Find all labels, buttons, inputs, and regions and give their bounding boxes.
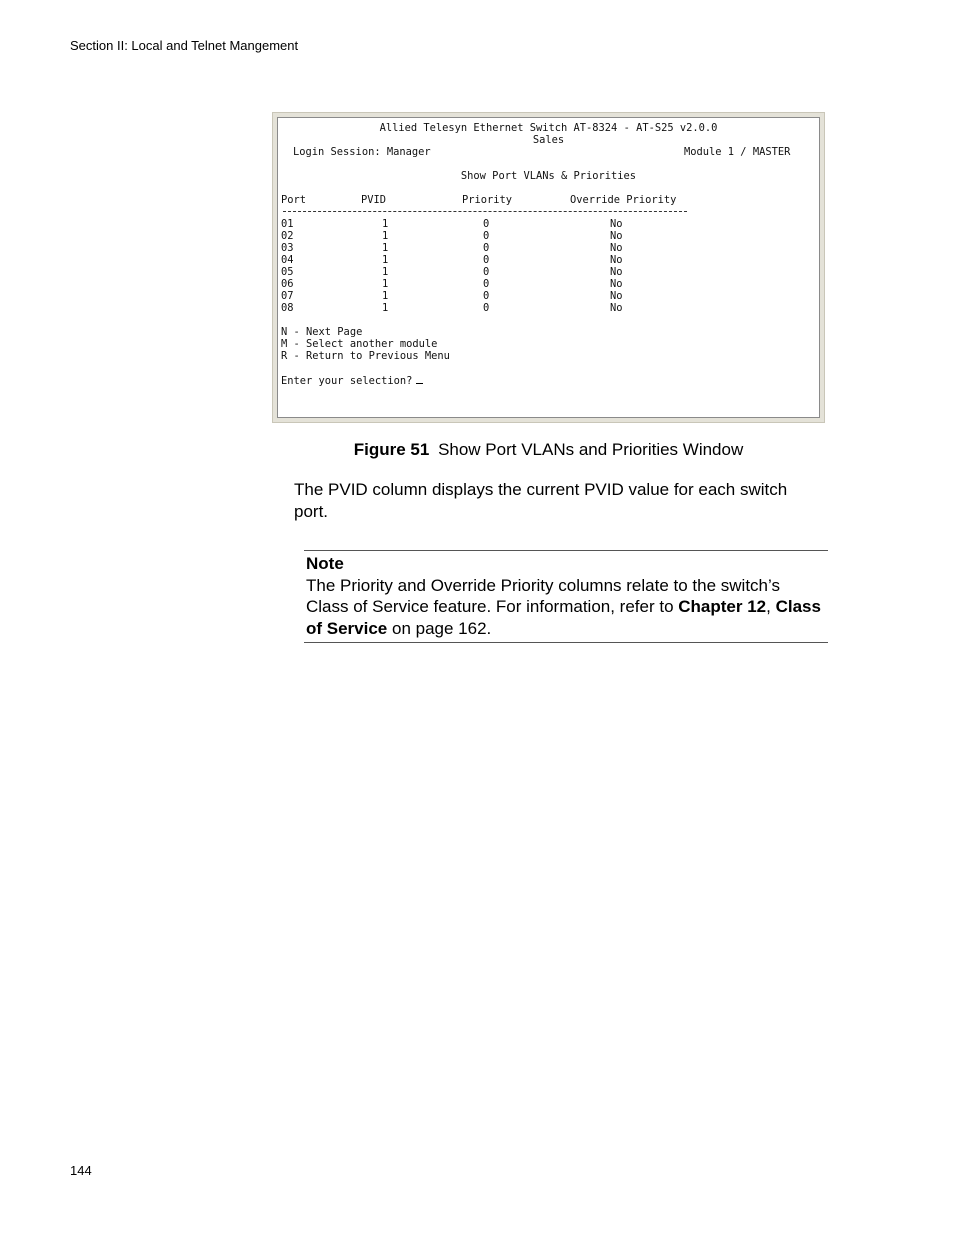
priority-cell: 0 <box>483 254 490 266</box>
module-label: Module 1 / MASTER <box>684 146 791 158</box>
priority-cell: 0 <box>483 290 490 302</box>
note-text-part: on page 162. <box>387 618 492 638</box>
column-header-port: Port <box>281 194 307 206</box>
port-cell: 08 <box>281 302 294 314</box>
port-cell: 05 <box>281 266 294 278</box>
selection-prompt[interactable] <box>281 374 423 387</box>
note-heading: Note <box>306 554 344 573</box>
terminal-subtitle: Sales <box>532 134 565 146</box>
page-number: 144 <box>70 1163 92 1178</box>
pvid-cell: 1 <box>382 266 389 278</box>
override-cell: No <box>610 218 623 230</box>
figure-title: Show Port VLANs and Priorities Window <box>438 440 744 459</box>
prompt-text: Enter your selection? <box>281 375 413 387</box>
terminal-title: Allied Telesyn Ethernet Switch AT-8324 - AT-S25 v2.0.0 <box>379 122 718 134</box>
override-cell: No <box>610 266 623 278</box>
pvid-cell: 1 <box>382 278 389 290</box>
override-cell: No <box>610 278 623 290</box>
override-cell: No <box>610 302 623 314</box>
screen-title: Show Port VLANs & Priorities <box>460 170 637 182</box>
column-header-override-priority: Override Priority <box>570 194 677 206</box>
note-text <box>306 575 826 640</box>
terminal-screenshot <box>272 112 825 423</box>
body-paragraph: The PVID column displays the current PVID value for each switch port. <box>294 480 788 521</box>
port-cell: 01 <box>281 218 294 230</box>
override-cell: No <box>610 230 623 242</box>
override-cell: No <box>610 290 623 302</box>
figure-label: Figure 51 <box>353 440 430 459</box>
pvid-cell: 1 <box>382 230 389 242</box>
priority-cell: 0 <box>483 242 490 254</box>
port-cell: 07 <box>281 290 294 302</box>
note-text-part: The Priority and Override Priority columns relate to the switch’s Class of Service feature. For information, refer to <box>306 575 780 616</box>
pvid-cell: 1 <box>382 290 389 302</box>
priority-cell: 0 <box>483 278 490 290</box>
login-session: Login Session: Manager <box>293 146 431 158</box>
priority-cell: 0 <box>483 218 490 230</box>
priority-cell: 0 <box>483 266 490 278</box>
note-box <box>304 550 828 643</box>
table-divider <box>283 211 687 212</box>
priority-cell: 0 <box>483 230 490 242</box>
port-cell: 02 <box>281 230 294 242</box>
override-cell: No <box>610 254 623 266</box>
port-cell: 03 <box>281 242 294 254</box>
column-header-priority: Priority <box>462 194 513 206</box>
pvid-cell: 1 <box>382 302 389 314</box>
menu-option-return[interactable]: R - Return to Previous Menu <box>281 350 450 362</box>
section-link[interactable]: Class of Service <box>306 597 821 638</box>
running-header: Section II: Local and Telnet Mangement <box>70 38 299 53</box>
menu-option-next-page[interactable]: N - Next Page <box>281 326 363 338</box>
text-cursor <box>416 374 423 384</box>
port-cell: 06 <box>281 278 294 290</box>
column-header-pvid: PVID <box>361 194 387 206</box>
note-separator: , <box>766 597 776 616</box>
priority-cell: 0 <box>483 302 490 314</box>
port-cell: 04 <box>281 254 294 266</box>
override-cell: No <box>610 242 623 254</box>
figure-caption <box>0 440 954 460</box>
chapter-link[interactable]: Chapter 12 <box>678 597 767 616</box>
terminal-window <box>277 117 820 418</box>
pvid-cell: 1 <box>382 218 389 230</box>
pvid-cell: 1 <box>382 242 389 254</box>
menu-option-select-module[interactable]: M - Select another module <box>281 338 438 350</box>
pvid-cell: 1 <box>382 254 389 266</box>
